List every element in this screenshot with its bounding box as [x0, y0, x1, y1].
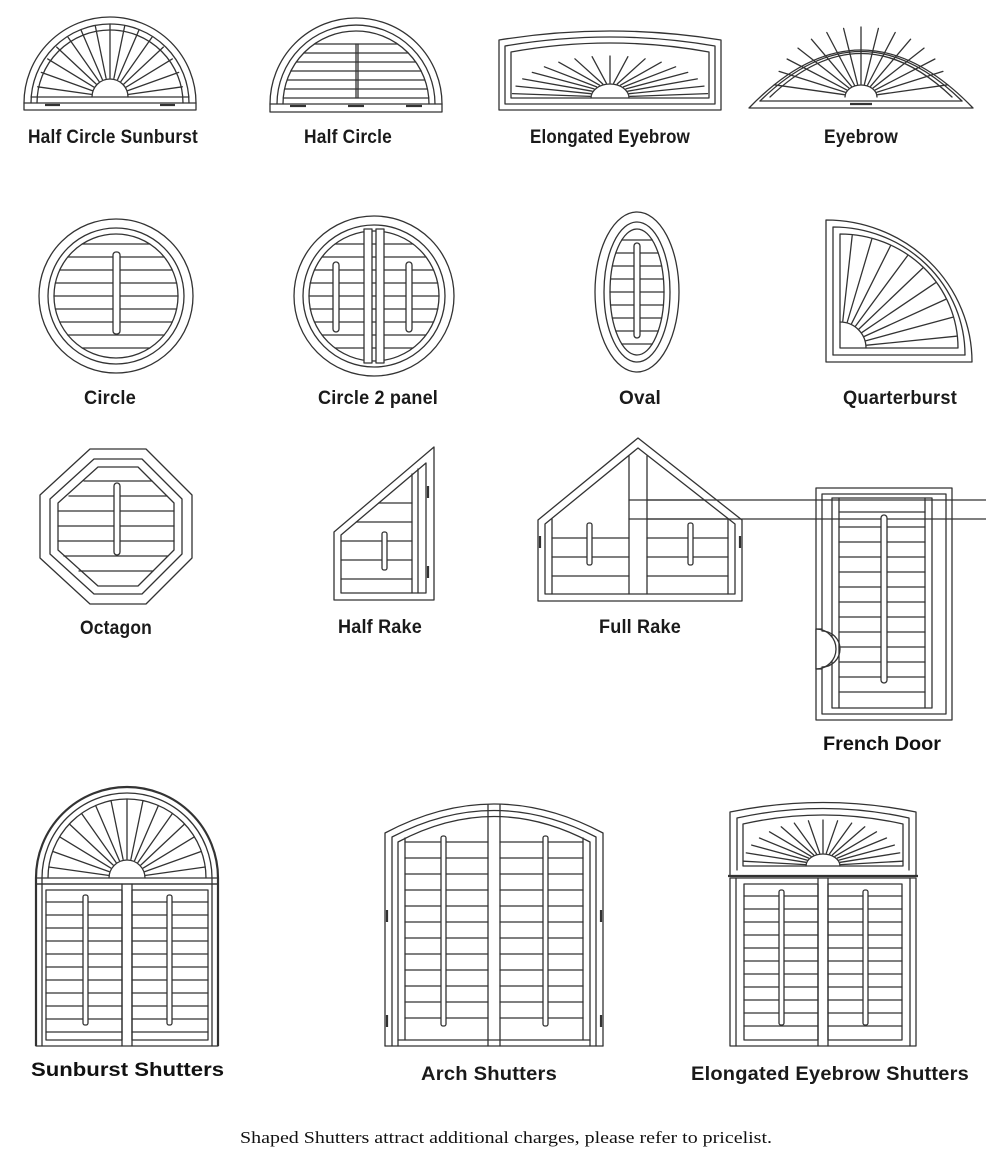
- shape-label-elongated-eyebrow: Elongated Eyebrow: [530, 127, 691, 148]
- octagon-drawing: [40, 449, 192, 604]
- footer-note: Shaped Shutters attract additional charges, please refer to pricelist.: [240, 1128, 772, 1147]
- oval-drawing: [595, 212, 679, 372]
- arch-shutters-drawing: [385, 804, 603, 1046]
- shape-label-full-rake: Full Rake: [599, 617, 681, 638]
- circle-2-panel-drawing: [294, 216, 454, 376]
- shape-label-quarterburst: Quarterburst: [843, 388, 958, 409]
- shape-label-half-rake: Half Rake: [338, 617, 422, 638]
- shape-label-half-circle-sunburst: Half Circle Sunburst: [28, 127, 199, 148]
- french-door-drawing: [816, 488, 952, 720]
- elongated-eyebrow-drawing: [499, 31, 721, 110]
- full-rake-drawing: [538, 438, 986, 601]
- half-circle-sunburst-drawing: [24, 17, 196, 110]
- shape-label-sunburst-shutters: Sunburst Shutters: [31, 1060, 224, 1081]
- shape-label-circle: Circle: [84, 388, 136, 409]
- eyebrow-drawing: [749, 27, 973, 108]
- half-rake-drawing: [334, 447, 434, 600]
- half-circle-drawing: [270, 18, 442, 112]
- shape-label-arch-shutters: Arch Shutters: [421, 1064, 557, 1085]
- elongated-eyebrow-shutters-drawing: [728, 803, 918, 1047]
- shape-label-elongated-eyebrow-shutters: Elongated Eyebrow Shutters: [691, 1064, 969, 1085]
- quarterburst-drawing: [826, 220, 972, 362]
- shape-label-octagon: Octagon: [80, 618, 152, 639]
- circle-drawing: [39, 219, 193, 373]
- shape-label-oval: Oval: [619, 388, 661, 409]
- shape-label-eyebrow: Eyebrow: [824, 127, 899, 148]
- shape-label-half-circle: Half Circle: [304, 127, 392, 148]
- shape-label-french-door: French Door: [823, 734, 942, 755]
- shape-label-circle-2-panel: Circle 2 panel: [318, 388, 438, 409]
- sunburst-shutters-drawing: [36, 787, 218, 1046]
